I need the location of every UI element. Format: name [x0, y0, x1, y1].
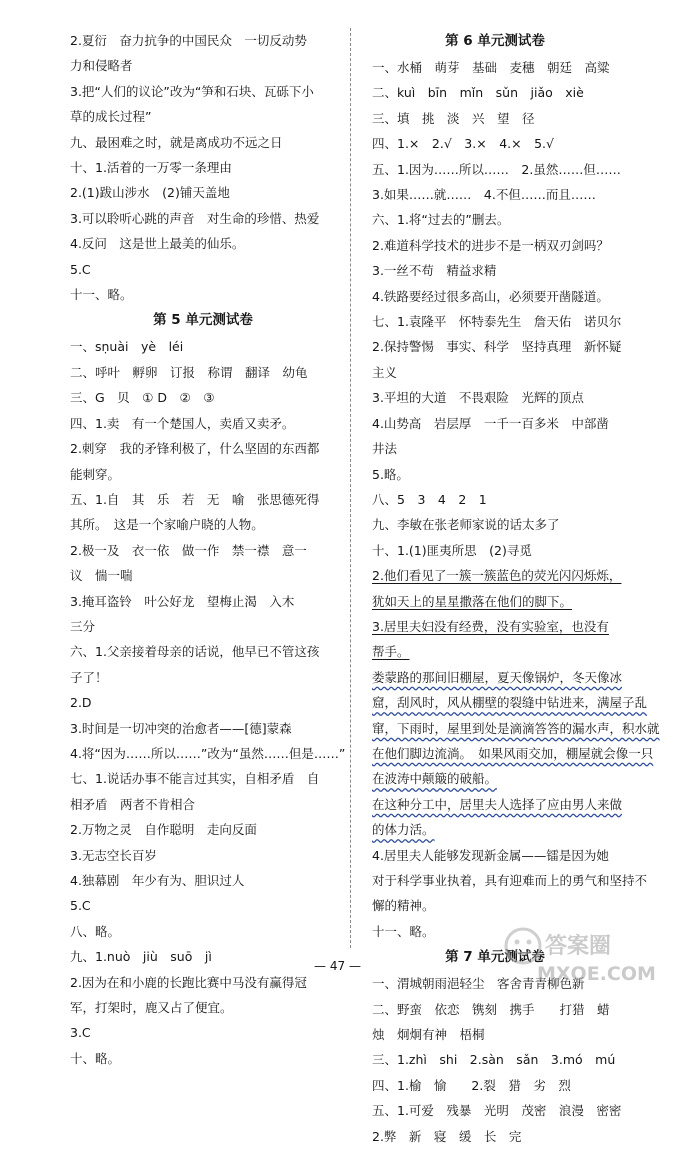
line-text: 九、最困难之时，就是离成功不远之日 — [70, 134, 283, 150]
line-text: 五、1.因为……所以…… 2.虽然……但…… — [372, 161, 621, 177]
line-text: 在这种分工中，居里夫人选择了应由男人来做 — [372, 796, 623, 812]
line-text: 军，打架时，鹿又占了便宜。 — [70, 1000, 233, 1016]
right-answer-line — [372, 182, 618, 207]
line-text: 4.独幕剧 年少有为、胆识过人 — [70, 873, 245, 888]
line-text: 六、1.父亲接着母亲的话说，他早已不管这孩 — [70, 644, 320, 660]
line-text: 2.刺穿 我的矛锋利极了，什么坚固的东西都 — [70, 441, 320, 457]
line-text: 一、渭城朝雨浥轻尘 客舍青青柳色新 — [372, 976, 585, 992]
line-text: 井法 — [372, 441, 398, 457]
right-answer-line — [372, 360, 618, 385]
right-answer-line — [372, 512, 618, 537]
line-text: 五、1.可爱 残暴 光明 茂密 浪漫 密密 — [372, 1103, 622, 1119]
line-text: 九、1.nuò jiù suō jì — [70, 949, 212, 965]
right-answer-line — [372, 589, 618, 614]
line-text: 子了！ — [70, 669, 108, 685]
line-text: 4.居里夫人能够发现新金属——镭是因为她 — [372, 847, 609, 863]
left-answer-line — [70, 1020, 336, 1045]
right-answer-line — [372, 1098, 622, 1123]
line-text: 在他们脚边流淌。 如果风雨交加，棚屋就会像一只 — [372, 745, 654, 761]
watermark-logo — [497, 918, 657, 988]
left-answer-line — [70, 282, 336, 307]
line-text: 三、G 贝 ① D ② ③ — [70, 390, 215, 406]
line-text: 一、水桶 萌芽 基础 麦穗 朝廷 高粱 — [372, 60, 610, 75]
line-text: 窜，下雨时，屋里到处是滴滴答答的漏水声，积水就 — [372, 720, 660, 736]
line-text: 4.山势高 岩层厚 一千一百多米 中部凿 — [372, 415, 609, 431]
left-answer-line — [70, 843, 336, 868]
line-text: 5.略。 — [372, 466, 409, 482]
line-text: 3.如果……就…… 4.不但……而且…… — [372, 187, 596, 203]
left-answer-line — [70, 919, 336, 944]
left-answer-line — [70, 130, 336, 155]
line-text: 的体力活。 — [372, 822, 435, 838]
right-answer-line — [372, 284, 618, 309]
line-text: 2.D — [70, 695, 92, 711]
left-answer-line — [70, 589, 336, 614]
line-text: 2.保持警惕 事实、科学 坚持真理 新怀疑 — [372, 339, 622, 355]
right-answer-line — [372, 1124, 618, 1149]
line-text: 主义 — [372, 364, 398, 380]
left-section-heading — [70, 307, 336, 334]
line-text: 窟，刮风时，风从棚壁的裂缝中钻进来，满屋子乱 — [372, 695, 648, 711]
line-text: 四、1.× 2.√ 3.× 4.× 5.√ — [372, 136, 554, 152]
line-text: 相矛盾 两者不肯相合 — [70, 796, 196, 812]
line-text: 对于科学事业执着，具有迎难而上的勇气和坚持不 — [372, 873, 648, 888]
left-answer-line — [70, 792, 336, 817]
left-answer-line — [70, 360, 336, 385]
left-answer-line — [70, 206, 336, 231]
left-answer-line — [70, 462, 336, 487]
left-answer-line — [70, 385, 336, 410]
line-text: 十一、略。 — [372, 923, 435, 939]
line-text: 九、李敏在张老师家说的话太多了 — [372, 517, 560, 533]
line-text: 懈的精神。 — [372, 898, 435, 914]
line-text: 议 惴一喘 — [70, 568, 133, 584]
right-answer-line — [372, 131, 618, 156]
left-answer-line — [70, 104, 336, 129]
right-answer-line — [372, 487, 618, 512]
right-answer-line — [372, 1047, 618, 1072]
line-text: 2.弊 新 寝 缓 长 完 — [372, 1128, 547, 1144]
right-answer-line — [372, 385, 618, 410]
right-answer-line — [372, 106, 618, 131]
line-text: 2.万物之灵 自作聪明 走向反面 — [70, 822, 257, 838]
line-text: 七、1.说话办事不能言过其实，自相矛盾 自 — [70, 771, 320, 787]
line-text: 十、1.(1)匪夷所思 (2)寻觅 — [372, 542, 532, 558]
line-text: 3.把“人们的议论”改为“笋和石块、瓦砾下小 — [70, 83, 314, 99]
line-text: 二、野蛮 依恋 镌刻 携手 打猎 蜡 — [372, 1001, 610, 1017]
line-text: 第 6 单元测试卷 — [445, 33, 545, 49]
column-divider — [350, 28, 352, 948]
svg-text:答案圈: 答案圈 — [545, 934, 612, 959]
line-text: 第 5 单元测试卷 — [153, 312, 253, 329]
left-answer-line — [70, 716, 336, 741]
line-text: 3.一丝不苟 精益求精 — [372, 263, 497, 279]
left-answer-line — [70, 614, 336, 639]
line-text: 二、呼叶 孵卵 订报 称谓 翻译 幼龟 — [70, 364, 308, 380]
left-answer-line — [70, 436, 336, 461]
left-answer-line — [70, 741, 346, 766]
line-text: 三、1.zhì shi 2.sàn sǎn 3.mó mú — [372, 1052, 616, 1068]
left-answer-line — [70, 231, 336, 256]
line-text: 2.难道科学技术的进步不是一柄双刃剑吗？ — [372, 237, 609, 253]
right-answer-line — [372, 639, 618, 664]
right-answer-line — [372, 1073, 618, 1098]
left-answer-line — [70, 893, 336, 918]
left-answer-line — [70, 53, 336, 78]
line-text: 三分 — [70, 618, 96, 634]
line-text: 能刺穿。 — [70, 466, 121, 482]
left-answer-line — [70, 868, 336, 893]
right-answer-line — [372, 766, 618, 791]
right-answer-line — [372, 207, 618, 232]
right-answer-line — [372, 997, 618, 1022]
page-number: — 47 — — [314, 959, 361, 973]
line-text: 3.可以聆听心跳的声音 对生命的珍惜、热爱 — [70, 210, 320, 226]
left-answer-line — [70, 639, 336, 664]
right-answer-line — [372, 843, 618, 868]
right-answer-line — [372, 665, 623, 690]
line-text: 十一、略。 — [70, 287, 133, 303]
line-text: 3.平坦的大道 不畏艰险 光辉的顶点 — [372, 390, 584, 406]
line-text: 草的成长过程” — [70, 109, 152, 125]
line-text: 三、填 挑 淡 兴 望 径 — [372, 110, 535, 126]
line-text: 4.反问 这是世上最美的仙乐。 — [70, 236, 245, 252]
right-answer-line — [372, 411, 618, 436]
right-answer-line — [372, 563, 622, 588]
left-answer-line — [70, 690, 336, 715]
line-text: 5.C — [70, 261, 91, 277]
right-answer-line — [372, 55, 618, 80]
line-text: 2.他们看见了一簇一簇蓝色的荧光闪闪烁烁， — [372, 568, 622, 584]
line-text: 一、sṇuài yè léi — [70, 339, 184, 355]
line-text: 第 7 单元测试卷 — [445, 949, 545, 966]
line-text: 2.极一及 衣一依 做一作 禁一襟 意一 — [70, 542, 307, 558]
left-answer-line — [70, 995, 336, 1020]
line-text: 力和侵略者 — [70, 58, 133, 74]
right-answer-line — [372, 868, 648, 893]
line-text: 3.掩耳盗铃 叶公好龙 望梅止渴 入木 — [70, 593, 295, 609]
right-answer-line — [372, 462, 618, 487]
left-answer-line — [70, 538, 336, 563]
line-text: 2.因为在和小鹿的长跑比赛中马没有赢得冠 — [70, 974, 307, 990]
line-text: 四、1.榆 愉 2.裂 猎 劣 烈 — [372, 1077, 571, 1093]
right-answer-line — [372, 893, 618, 918]
right-answer-line — [372, 436, 618, 461]
left-answer-line — [70, 1046, 336, 1071]
left-answer-line — [70, 817, 336, 842]
line-text: 在波涛中颠簸的破船。 — [372, 771, 498, 787]
left-answer-line — [70, 180, 336, 205]
line-text: 八、略。 — [70, 923, 121, 939]
right-answer-line — [372, 157, 621, 182]
right-answer-line — [372, 538, 618, 563]
left-answer-line — [70, 766, 336, 791]
left-answer-line — [70, 487, 336, 512]
left-answer-line — [70, 334, 336, 359]
left-answer-line — [70, 411, 336, 436]
line-text: 七、1.袁隆平 怀特泰先生 詹天佑 诺贝尔 — [372, 314, 622, 330]
right-section-heading — [372, 28, 618, 55]
right-answer-line — [372, 309, 622, 334]
line-text: 二、kuì bīn mǐn sǔn jiǎo xiè — [372, 85, 584, 101]
line-text: 4.铁路要经过很多高山，必须要开凿隧道。 — [372, 288, 609, 304]
line-text: 4.将“因为……所以……”改为“虽然……但是……” — [70, 745, 346, 761]
right-answer-line — [372, 792, 623, 817]
line-text: 十、1.活着的一万零一条理由 — [70, 160, 232, 176]
left-answer-line — [70, 155, 336, 180]
line-text: 3.居里夫妇没有经费，没有实验室，也没有 — [372, 618, 609, 634]
right-answer-line — [372, 80, 618, 105]
left-answer-line — [70, 563, 336, 588]
left-answer-line — [70, 79, 336, 104]
line-text: 5.C — [70, 898, 91, 914]
left-answer-line — [70, 970, 336, 995]
line-text: 八、5 3 4 2 1 — [372, 491, 487, 507]
line-text: 其所。 这是一个家喻户晓的人物。 — [70, 517, 264, 533]
line-text: 五、1.自 其 乐 若 无 喻 张思德死得 — [70, 491, 320, 507]
line-text: 四、1.卖 有一个楚国人，卖盾又卖矛。 — [70, 415, 295, 431]
right-answer-line — [372, 334, 622, 359]
right-answer-line — [372, 690, 648, 715]
right-answer-line — [372, 233, 618, 258]
line-text: 六、1.将“过去的”删去。 — [372, 212, 510, 228]
line-text: 3.时间是一切冲突的治愈者——[德]蒙森 — [70, 720, 292, 736]
line-text: 烛 炯炯有神 梧桐 — [372, 1027, 485, 1043]
line-text: 娄蒙路的那间旧棚屋，夏天像锅炉，冬天像冰 — [372, 669, 623, 685]
line-text: 3.无志空长百岁 — [70, 847, 157, 863]
right-answer-line — [372, 258, 618, 283]
left-answer-line — [70, 512, 336, 537]
line-text: 十、略。 — [70, 1050, 121, 1066]
right-answer-line — [372, 741, 654, 766]
left-answer-line — [70, 28, 336, 53]
line-text: 犹如天上的星星撒落在他们的脚下。 — [372, 593, 573, 609]
line-text: 2.夏衍 奋力抗争的中国民众 一切反动势 — [70, 33, 307, 48]
right-answer-line — [372, 614, 618, 639]
left-answer-line — [70, 665, 336, 690]
left-answer-line — [70, 257, 336, 282]
right-answer-line — [372, 1022, 618, 1047]
line-text: 2.(1)跋山涉水 (2)铺天盖地 — [70, 185, 230, 201]
line-text: 帮手。 — [372, 644, 410, 660]
svg-text:MXQE.COM: MXQE.COM — [537, 963, 656, 985]
right-answer-line — [372, 716, 660, 741]
line-text: 3.C — [70, 1025, 91, 1041]
right-answer-line — [372, 817, 618, 842]
